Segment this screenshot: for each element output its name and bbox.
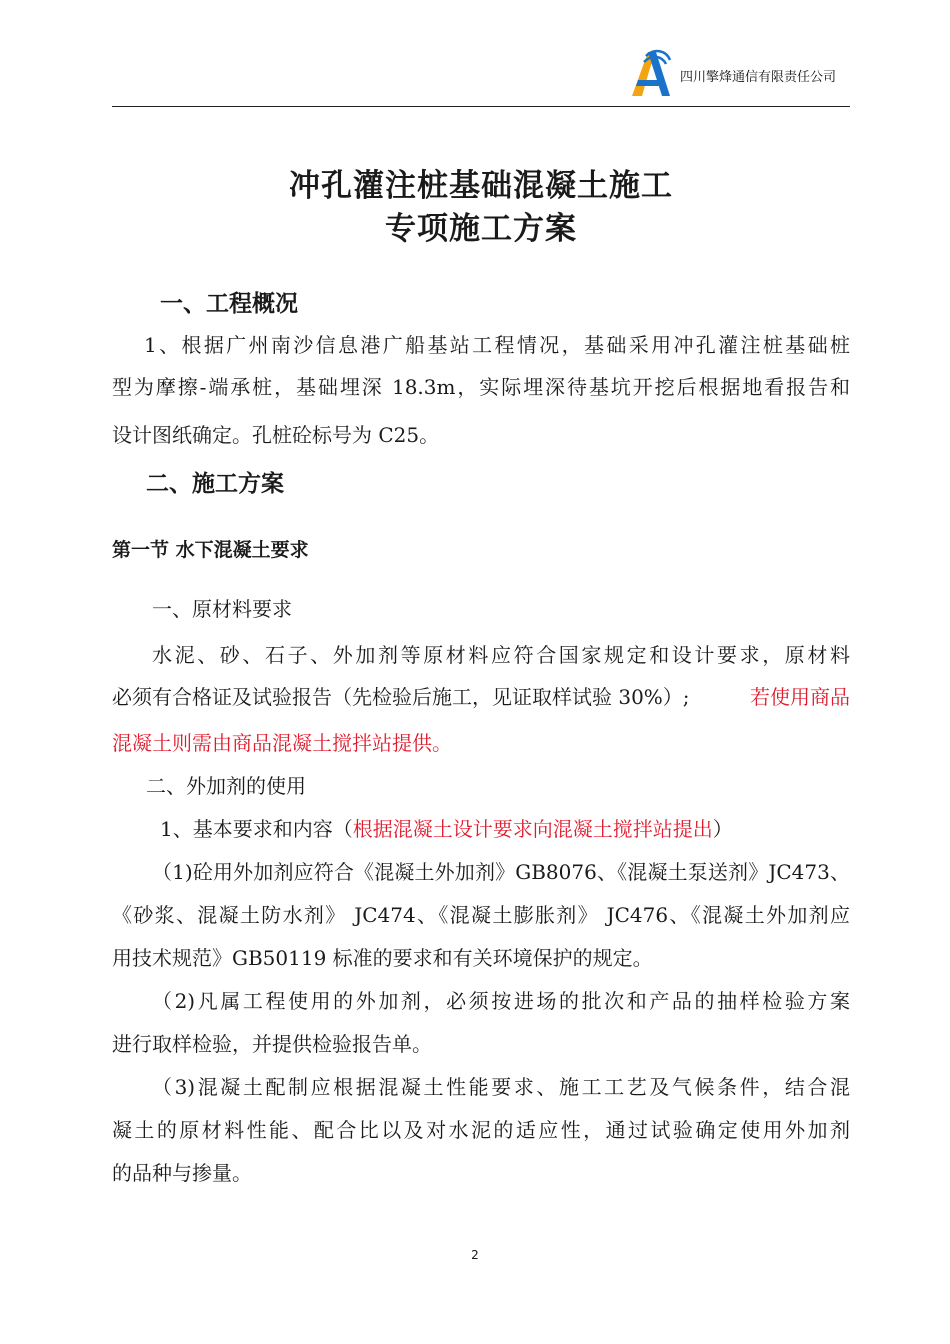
overview-line-1: 1、根据广州南沙信息港广船基站工程情况，基础采用冲孔灌注桩基础桩 (144, 333, 850, 357)
overview-line-3: 设计图纸确定。孔桩砼标号为 C25。 (112, 423, 440, 447)
additive-item-1-line-2: 《砂浆、混凝土防水剂》 JC474、《混凝土膨胀剂》 JC476、《混凝土外加剂应 (112, 903, 850, 927)
section-heading-plan: 二、施工方案 (146, 470, 284, 497)
company-name: 四川擎烽通信有限责任公司 (680, 70, 837, 85)
section-heading-overview: 一、工程概况 (160, 290, 298, 317)
page-number: 2 (471, 1248, 479, 1262)
additive-item-2-line-2: 进行取样检验，并提供检验报告单。 (112, 1032, 432, 1056)
additive-basic-close: ） (712, 817, 733, 841)
additive-basic-label: 1、基本要求和内容（ (160, 817, 353, 841)
additive-item-3-line-3: 的品种与掺量。 (112, 1161, 252, 1185)
additive-item-1-line-3: 用技术规范》GB50119 标准的要求和有关环境保护的规定。 (112, 946, 653, 970)
overview-line-2: 型为摩擦-端承桩，基础埋深 18.3m，实际埋深待基坑开挖后根据地看报告和 (112, 375, 850, 399)
additive-basic-requirements (160, 815, 733, 843)
raw-material-line-2-highlight: 若使用商品 (750, 685, 850, 709)
additive-item-2-line-1: （2)凡属工程使用的外加剂，必须按进场的批次和产品的抽样检验方案 (152, 989, 850, 1013)
additive-item-3-line-1: （3)混凝土配制应根据混凝土性能要求、施工工艺及气候条件，结合混 (152, 1075, 850, 1099)
raw-material-heading: 一、原材料要求 (152, 597, 292, 621)
page-header (112, 40, 850, 108)
additive-item-3-line-2: 凝土的原材料性能、配合比以及对水泥的适应性，通过试验确定使用外加剂 (112, 1118, 850, 1142)
document-title-line1: 冲孔灌注桩基础混凝土施工 (289, 168, 673, 204)
document-title-line2: 专项施工方案 (385, 211, 577, 247)
raw-material-line-2 (112, 683, 850, 711)
company-logo-icon (628, 46, 672, 98)
raw-material-line-2-text: 必须有合格证及试验报告（先检验后施工，见证取样试验 30%）; (112, 685, 690, 709)
additive-item-1-line-1: （1)砼用外加剂应符合《混凝土外加剂》GB8076、《混凝土泵送剂》JC473、 (152, 860, 850, 884)
raw-material-line-3: 混凝土则需由商品混凝土搅拌站提供。 (112, 731, 452, 755)
header-divider (112, 106, 850, 107)
raw-material-line-1: 水泥、砂、石子、外加剂等原材料应符合国家规定和设计要求，原材料 (152, 643, 850, 667)
additive-heading: 二、外加剂的使用 (146, 774, 306, 798)
additive-basic-highlight: 根据混凝土设计要求向混凝土搅拌站提出 (352, 817, 713, 841)
subsection-heading-concrete: 第一节 水下混凝土要求 (112, 539, 309, 561)
